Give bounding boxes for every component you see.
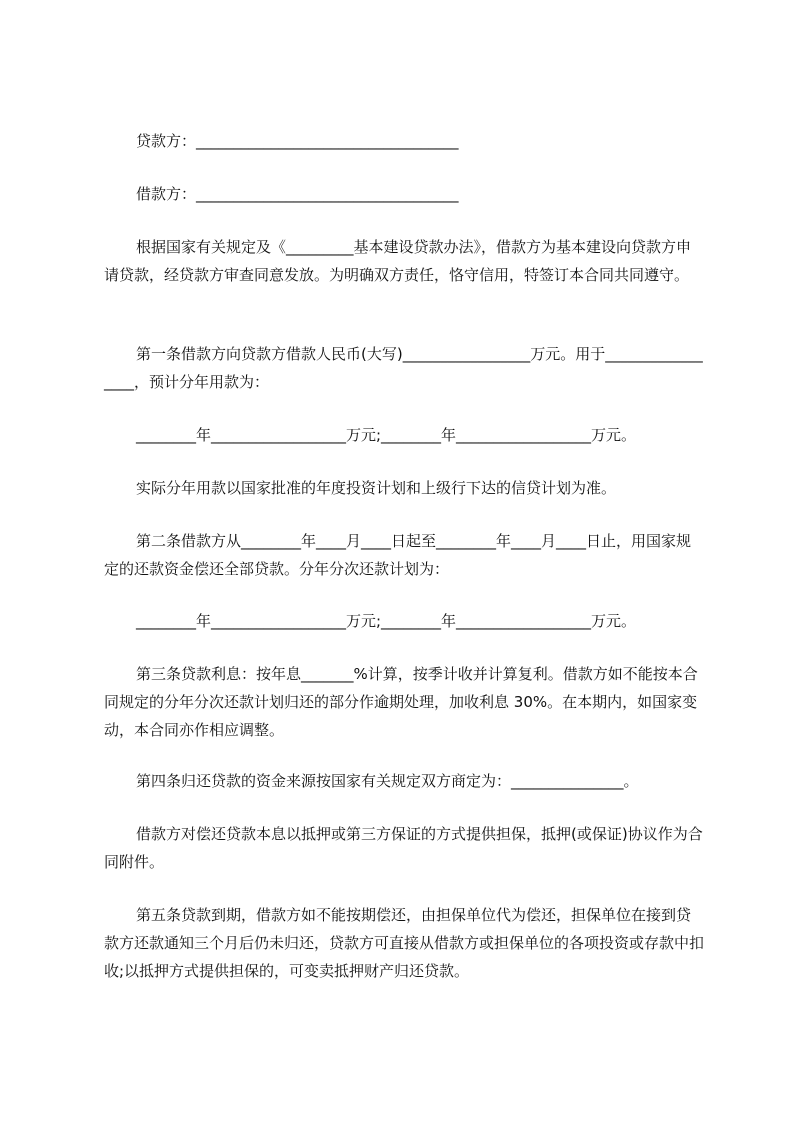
article-2-schedule: ________年__________________万元;________年__________________万元。	[136, 612, 637, 630]
article-3: 第三条贷款利息：按年息_______%计算，按季计收并计算复利。借款方如不能按本合同规定的分年分次还款计划归还的部分作逾期处理，加收利息 30%。在本期内，如国家变动，本合同亦作相应调整。	[104, 665, 698, 739]
intro-paragraph: 根据国家有关规定及《_________基本建设贷款办法》，借款方为基本建设向贷款方申请贷款，经贷款方审查同意发放。为明确双方责任，恪守信用，特签订本合同共同遵守。	[104, 238, 692, 284]
guarantee-paragraph: 借款方对偿还贷款本息以抵押或第三方保证的方式提供担保，抵押(或保证)协议作为合同附件。	[104, 825, 703, 871]
article-1-note: 实际分年用款以国家批准的年度投资计划和上级行下达的信贷计划为准。	[136, 479, 617, 497]
article-5: 第五条贷款到期，借款方如不能按期偿还，由担保单位代为偿还，担保单位在接到贷款方还款通知三个月后仍未归还，贷款方可直接从借款方或担保单位的各项投资或存款中扣收;以抵押方式提供担保的，可变卖抵押财产归还贷款。	[104, 906, 705, 980]
article-1: 第一条借款方向贷款方借款人民币(大写)_________________万元。用于_________________，预计分年用款为：	[104, 345, 703, 391]
borrower-line: 借款方：___________________________________	[136, 185, 459, 203]
article-1-schedule: ________年__________________万元;________年__________________万元。	[136, 426, 637, 444]
lender-line: 贷款方：___________________________________	[136, 132, 459, 150]
article-2: 第二条借款方从________年____月____日起至________年____月____日止，用国家规定的还款资金偿还全部贷款。分年分次还款计划为：	[104, 532, 692, 578]
article-4: 第四条归还贷款的资金来源按国家有关规定双方商定为：_______________。	[136, 772, 639, 790]
